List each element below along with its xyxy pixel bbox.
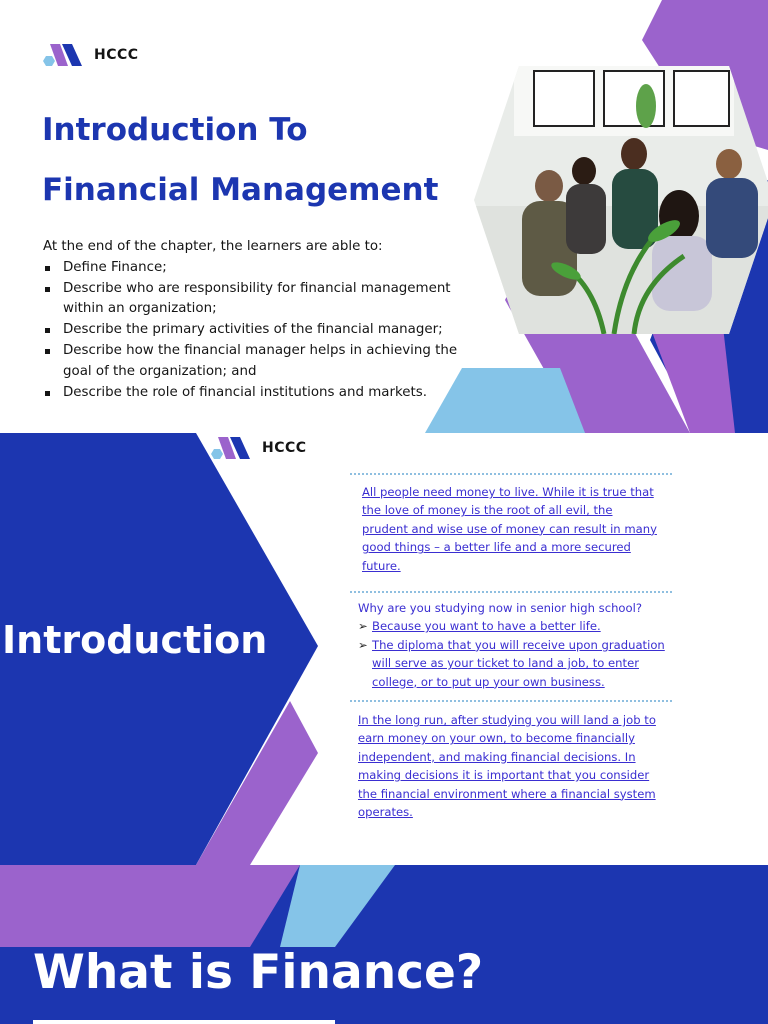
title-line-2: Financial Management (42, 172, 439, 208)
objective-item: Describe the role of financial institutions and markets. (43, 383, 463, 404)
hccc-logo (210, 435, 307, 461)
learning-objectives (43, 237, 463, 403)
answer-item (358, 617, 672, 635)
title-line-1: Introduction To (42, 112, 308, 148)
arrow-bullet-icon: ➢ (358, 619, 368, 634)
objectives-list (43, 258, 463, 404)
objective-item: Describe who are responsibility for financial management within an organization; (43, 279, 463, 321)
divider (350, 473, 672, 475)
arrow-bullet-icon: ➢ (358, 637, 368, 652)
title-underline (33, 1020, 335, 1024)
logo-text: HCCC (94, 47, 139, 63)
divider (350, 591, 672, 593)
answer-text[interactable]: The diploma that you will receive upon graduation will serve as your ticket to land a job, to enter college, or to put up your own business. (372, 637, 665, 689)
closing-paragraph[interactable]: In the long run, after studying you will land a job to earn money on your own, to become financially independent, and making financial decisions. In making decisions it is important that you consider the financial environment where a financial system operates. (358, 713, 656, 820)
slide-introduction (0, 433, 768, 865)
page-title (42, 100, 438, 220)
intro-paragraph-box (350, 483, 660, 575)
slide-intro-financial-management (0, 0, 768, 433)
logo-text: HCCC (262, 440, 307, 456)
hccc-logo-icon (210, 435, 252, 461)
hccc-logo-icon (42, 42, 84, 68)
objective-item: Define Finance; (43, 258, 463, 279)
objective-item: Describe the primary activities of the financial manager; (43, 320, 463, 341)
group-meeting-photo (474, 66, 768, 334)
divider (350, 700, 672, 702)
section-title: Introduction (2, 618, 268, 662)
hccc-logo (42, 42, 139, 68)
intro-paragraph[interactable]: All people need money to live. While it is true that the love of money is the root of all evil, the prudent and wise use of money can result in many good things – a better life and a more secured future. (362, 485, 657, 573)
closing-paragraph-box (350, 711, 660, 821)
answer-text[interactable]: Because you want to have a better life. (372, 619, 601, 634)
section-title: What is Finance? (33, 945, 484, 1000)
decor-lightblue-shape (280, 865, 395, 947)
slide-what-is-finance (0, 865, 768, 1024)
question-text: Why are you studying now in senior high school? (358, 601, 642, 615)
objectives-intro: At the end of the chapter, the learners are able to: (43, 239, 383, 254)
objective-item: Describe how the financial manager helps in achieving the goal of the organization; and (43, 341, 463, 383)
answer-item (358, 636, 672, 691)
question-box (350, 599, 672, 691)
decor-purple-band (0, 865, 300, 947)
